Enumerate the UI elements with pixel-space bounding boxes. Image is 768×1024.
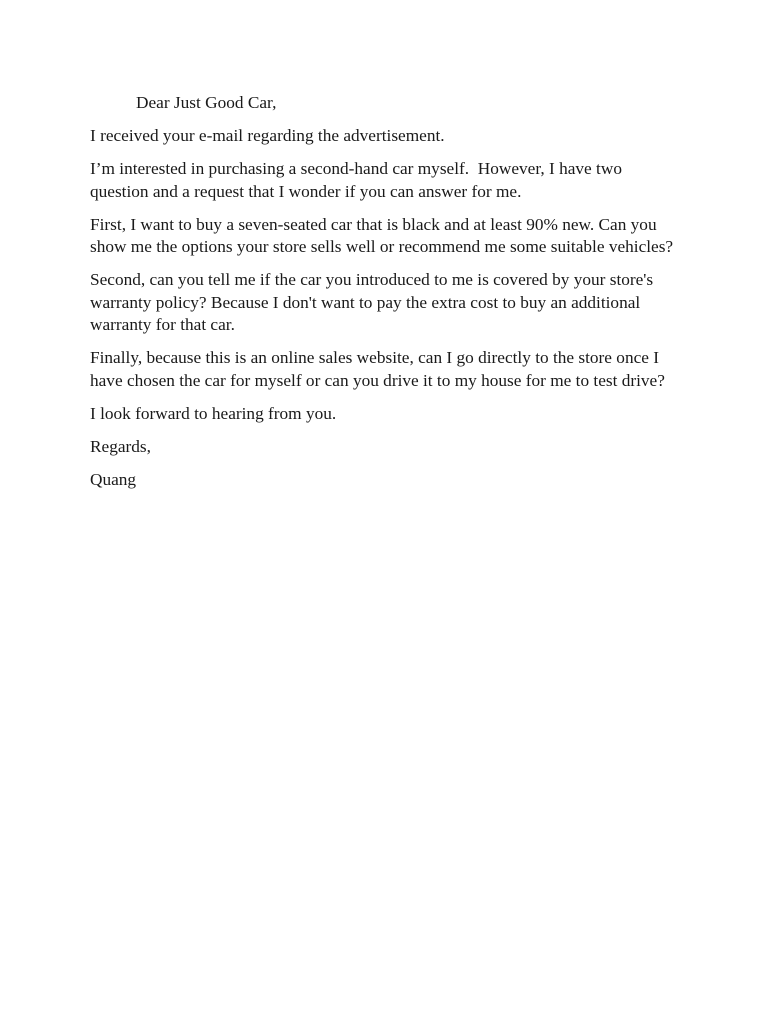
letter-paragraph-intro: I received your e-mail regarding the advertisement.	[90, 126, 445, 145]
letter-paragraph-closing-line: I look forward to hearing from you.	[90, 403, 337, 423]
letter-paragraph-second-question: Second, can you tell me if the car you introduced to me is covered by your store's warranty policy? Because I don't want to pay the extra cost to buy an additional warranty for that car.	[90, 270, 658, 334]
letter-paragraph-first-question: First, I want to buy a seven-seated car that is black and at least 90% new. Can you show me the options your store sells well or recommend me some suitable vehicles?	[90, 214, 674, 256]
letter-closing: Regards,	[90, 436, 151, 456]
letter-paragraph-request: Finally, because this is an online sales website, can I go directly to the store once I have chosen the car for myself or can you drive it to my house for me to test drive?	[90, 348, 665, 390]
letter-salutation: Dear Just Good Car,	[136, 93, 277, 112]
letter-signature: Quang	[90, 469, 137, 489]
letter-body	[90, 92, 682, 502]
letter-paragraph-interest: I’m interested in purchasing a second-hand car myself. However, I have two question and a request that I wonder if you can answer for me.	[90, 159, 627, 201]
